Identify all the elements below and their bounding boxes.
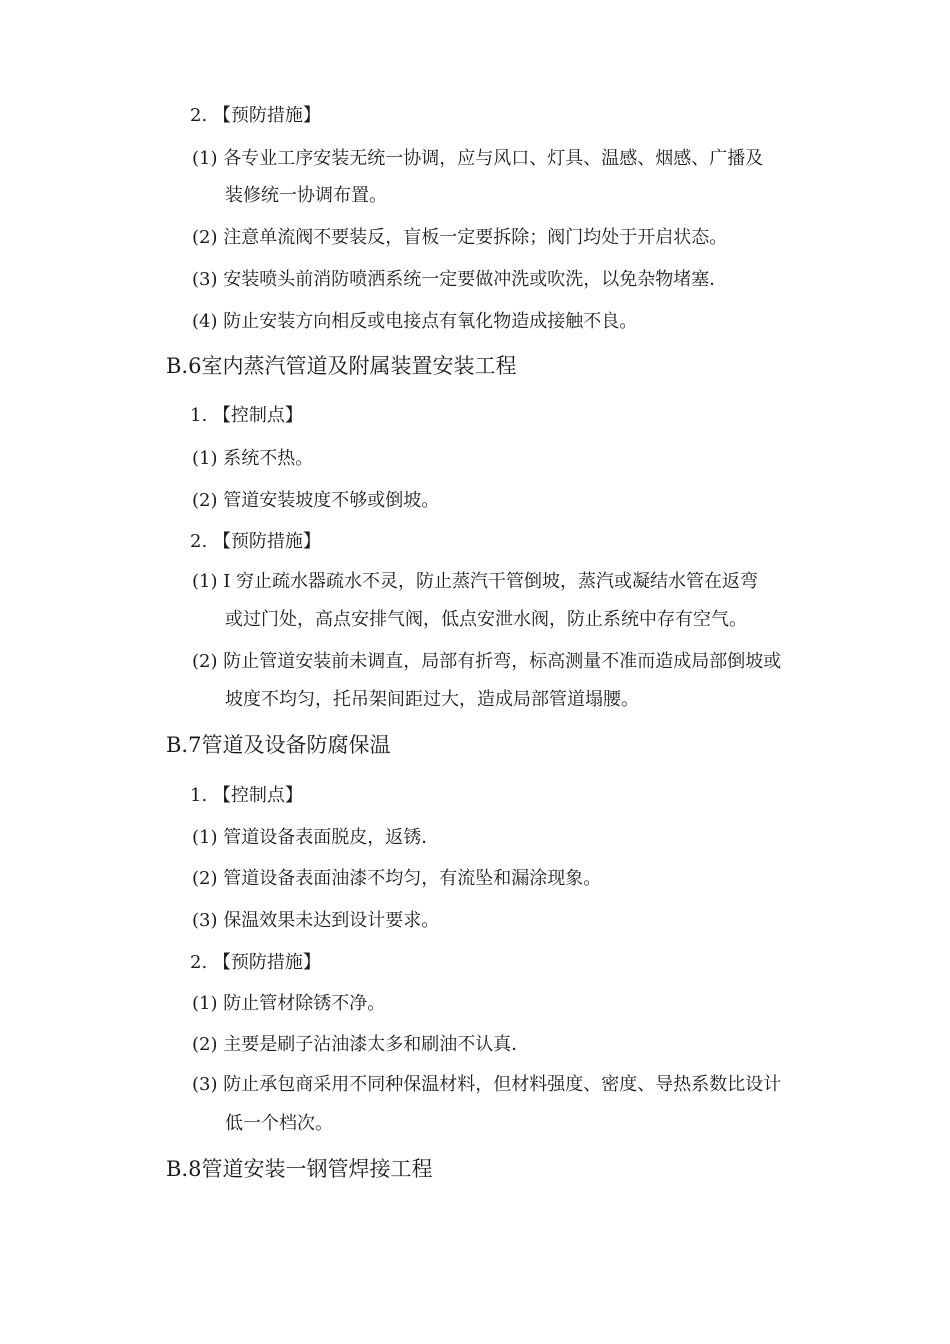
- list-heading: 1. 【控制点】: [190, 405, 303, 426]
- list-item-continuation: 或过门处，高点安排气阀，低点安泄水阀，防止系统中存有空气。: [225, 609, 747, 630]
- list-item: (1) 管道设备表面脱皮，返锈．: [192, 827, 440, 848]
- list-item-continuation: 低一个档次。: [225, 1113, 333, 1134]
- section-heading: B.8管道安装一钢管焊接工程: [166, 1157, 433, 1181]
- list-item: (3) 安装喷头前消防喷洒系统一定要做冲洗或吹洗，以免杂物堵塞．: [192, 269, 728, 290]
- section-heading: B.7管道及设备防腐保温: [166, 733, 391, 757]
- list-item: (4) 防止安装方向相反或电接点有氧化物造成接触不良。: [192, 311, 638, 332]
- list-item: (3) 防止承包商采用不同种保温材料，但材料强度、密度、导热系数比设计: [192, 1074, 782, 1095]
- list-heading: 2. 【预防措施】: [190, 952, 321, 973]
- list-item: (2) 主要是刷子沾油漆太多和刷油不认真．: [192, 1034, 530, 1055]
- list-item: (1) 各专业工序安装无统一协调，应与风口、灯具、温感、烟感、广播及: [192, 148, 764, 169]
- list-item-continuation: 坡度不均匀，托吊架间距过大，造成局部管道塌腰。: [225, 689, 639, 710]
- list-item: (1) I 穷止疏水器疏水不灵，防止蒸汽干管倒坡，蒸汽或凝结水管在返弯: [192, 571, 759, 592]
- list-item: (3) 保温效果未达到设计要求。: [192, 910, 440, 931]
- list-item: (1) 系统不热。: [192, 448, 314, 469]
- list-item: (1) 防止管材除锈不净。: [192, 993, 386, 1014]
- list-item: (2) 管道设备表面油漆不均匀，有流坠和漏涂现象。: [192, 868, 602, 889]
- list-item: (2) 管道安装坡度不够或倒坡。: [192, 490, 440, 511]
- list-heading: 2. 【预防措施】: [190, 105, 321, 126]
- list-heading: 1. 【控制点】: [190, 785, 303, 806]
- list-item: (2) 注意单流阀不要装反，盲板一定要拆除；阀门均处于开启状态。: [192, 227, 728, 248]
- section-heading: B.6室内蒸汽管道及附属装置安装工程: [166, 354, 517, 378]
- list-item: (2) 防止管道安装前未调直，局部有折弯，标高测量不准而造成局部倒坡或: [192, 651, 782, 672]
- list-item-continuation: 装修统一协调布置。: [225, 185, 387, 206]
- list-heading: 2. 【预防措施】: [190, 531, 321, 552]
